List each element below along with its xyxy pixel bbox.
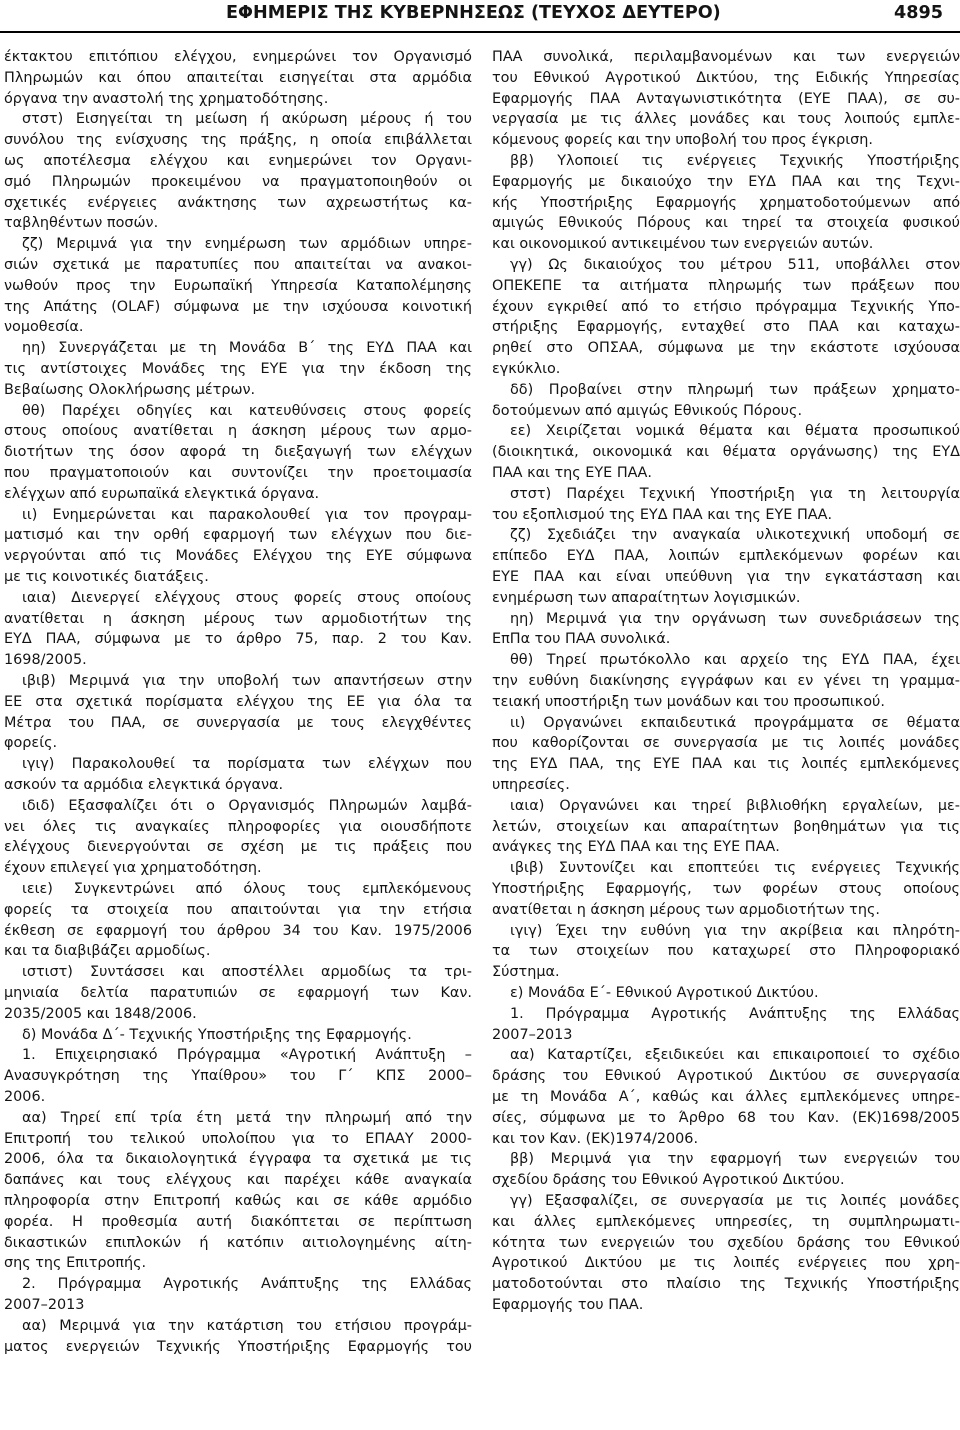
text-line: ε) Μονάδα Ε΄- Εθνικού Αγροτικού Δικτύου.	[510, 985, 819, 1001]
text-line: όργανα την αναστολή της χρηματοδότησης.	[4, 90, 329, 107]
text-line: με τη Μονάδα Α΄, καθώς και άλλες εμπλεκόμενες υπηρε-	[492, 1089, 960, 1105]
text-line: 2006.	[4, 1089, 46, 1105]
text-line: της Απάτης (OLAF) σύμφωνα με την ισχύουσα κοινοτική	[4, 298, 472, 315]
text-line: δδ) Προβαίνει στην πληρωμή των πράξεων χρηματο-	[510, 381, 960, 398]
text-line: φορείς.	[4, 735, 58, 752]
text-line: στστ) Παρέχει Τεχνική Υποστήριξη για τη λειτουργία	[510, 485, 960, 502]
text-line: ΕπΠα του ΠΑΑ συνολικά.	[492, 631, 671, 648]
text-line: Εφαρμογής με δικαιούχο την ΕΥΔ ΠΑΑ και της Τεχνι-	[492, 173, 960, 190]
text-line: σης της Επιτροπής.	[4, 1255, 147, 1272]
text-line: δοτούμενων από αμιγώς Εθνικούς Πόρους.	[492, 402, 803, 419]
text-line: ζζ) Σχεδιάζει την αναγκαία υλικοτεχνική υποδομή σε	[510, 527, 960, 544]
text-line: αα) Μεριμνά για την κατάρτιση του ετήσιου προγράμ-	[22, 1317, 472, 1334]
text-line: λετών, στοιχείων και απαραίτητων βοηθημάτων για τις	[492, 818, 960, 835]
text-line: φορέα. Η προθεσμία αυτή διακόπτεται σε περίπτωση	[4, 1213, 472, 1230]
text-line: Επιτροπή του τελικού υπολοίπου για το ΕΠΑΑΥ 2000-	[4, 1130, 472, 1147]
text-line: σμό Πληρωμών προκειμένου να πραγματοποιηθούν οι	[4, 173, 472, 190]
text-line: δράσης του Εθνικού Αγροτικού Δικτύου σε συνεργασία	[492, 1068, 960, 1085]
text-line: ως αποτέλεσμα ελέγχου και ενημερώνει τον Οργανι-	[4, 153, 472, 169]
text-line: 2. Πρόγραμμα Αγροτικής Ανάπτυξης της Ελλάδας	[22, 1276, 472, 1293]
text-line: ενημέρωση των απαραίτητων λογισμικών.	[492, 589, 801, 606]
text-line: ιβιβ) Συντονίζει και εποπτεύει τις ενέργειες Τεχνικής	[510, 860, 960, 877]
text-line: ιγιγ) Έχει την ευθύνη για την ακρίβεια και πληρότη-	[510, 922, 960, 939]
text-line: στους οποίους ανατίθεται η άσκηση μέρους των αρμο-	[4, 423, 472, 440]
page-number: 4895	[894, 3, 943, 23]
text-line: ΠΑΑ συνολικά, περιλαμβανομένων και των ενεργειών	[492, 49, 960, 65]
text-line: ματισμό και την ορθή εφαρμογή των ελέγχων που διε-	[4, 527, 472, 544]
text-line: και οικονομικού αντικειμένου των ενεργειών αυτών.	[492, 236, 874, 253]
text-line: ιδιδ) Εξασφαλίζει ότι ο Οργανισμός Πληρωμών λαμβά-	[22, 797, 472, 814]
text-line: νει όλες τις αναγκαίες πληροφορίες για οιουσδήποτε	[4, 818, 472, 835]
text-line: στστ) Εισηγείται τη μείωση ή ακύρωση μέρους ή του	[22, 111, 472, 128]
text-line: Βεβαίωσης Ολοκλήρωσης μέτρων.	[4, 381, 256, 398]
text-line: του Εθνικού Αγροτικού Δικτύου, της Ειδικής Υπηρεσίας	[492, 69, 960, 86]
text-line: ΕΥΔ ΠΑΑ, σύμφωνα με το άρθρο 75, παρ. 2 του Καν.	[4, 631, 472, 648]
text-line: ββ) Μεριμνά για την εφαρμογή των ενεργειών του	[510, 1151, 960, 1168]
text-line: ΕΥΕ ΠΑΑ και είναι υπεύθυνη για την εγκατάσταση και	[492, 569, 960, 585]
text-line: ζζ) Μεριμνά για την ενημέρωση των αρμόδιων υπηρε-	[22, 236, 472, 253]
text-line: ηη) Συνεργάζεται με τη Μονάδα Β΄ της ΕΥΔ ΠΑΑ και	[22, 340, 472, 357]
text-line: ταβληθέντων ποσών.	[4, 215, 159, 232]
text-line: μηνιαία δελτία παρατυπιών σε εφαρμογή των Καν.	[4, 985, 472, 1001]
text-line: Σύστημα.	[492, 964, 560, 981]
text-line: νωθούν προς την Ευρωπαϊκή Υπηρεσία Καταπολέμησης	[4, 277, 472, 294]
text-line: ανάγκες της ΕΥΔ ΠΑΑ και της ΕΥΕ ΠΑΑ.	[492, 839, 780, 856]
text-line: τα των στοιχείων που καταχωρεί στο Πληροφοριακό	[492, 943, 960, 960]
text-line: 2006, όλα τα δικαιολογητικά έγγραφα τα σχετικά με τις	[4, 1151, 472, 1168]
text-line: Υποστήριξης Εφαρμογής, των φορέων στους οποίους	[492, 881, 960, 897]
text-line: αα) Τηρεί επί τρία έτη μετά την πληρωμή από την	[22, 1109, 472, 1126]
text-line: αα) Καταρτίζει, εξειδικεύει και επικαιροποιεί το σχέδιο	[510, 1047, 960, 1064]
text-line: που καθορίζονται σε συνεργασία με τις λοιπές μονάδες	[492, 735, 960, 752]
text-line: γγ) Εξασφαλίζει, σε συνεργασία με τις λοιπές μονάδες	[510, 1193, 960, 1209]
text-line: διοτήτων της όσον αφορά τη διεξαγωγή των ελέγχων	[4, 444, 472, 461]
text-line: με τις κοινοτικές διατάξεις.	[4, 569, 209, 585]
text-line: την ευθύνη διακίνησης εγγράφων και εν γένει τη γραμμα-	[492, 673, 960, 689]
text-line: εγκύκλιο.	[492, 361, 561, 377]
text-line: νεργασία με τις άλλες μονάδες και τους λοιπούς εμπλε-	[492, 111, 960, 128]
text-line: και τα διαβιβάζει αρμοδίως.	[4, 943, 211, 960]
text-line: υπηρεσίες.	[492, 777, 570, 793]
text-line: θθ) Τηρεί πρωτόκολλο και αρχείο της ΕΥΔ ΠΑΑ, έχει	[510, 652, 960, 669]
text-line: ελέγχων από ευρωπαϊκά ελεγκτικά όργανα.	[4, 485, 320, 502]
text-line: κότητα των ενεργειών του σχεδίου δράσης του Εθνικού	[492, 1234, 960, 1251]
text-line: γγ) Ως δικαιούχος του μέτρου 511, υποβάλλει στον	[510, 257, 960, 273]
text-line: κόμενους φορείς και την υποβολή του προς έγκριση.	[492, 132, 873, 149]
text-line: δαπάνες και τους ελέγχους και παρέχει κάθε αναγκαία	[4, 1172, 472, 1189]
text-line: τις αντίστοιχες Μονάδες της ΕΥΕ για την έκδοση της	[4, 361, 472, 377]
text-line: ιγιγ) Παρακολουθεί τα πορίσματα των ελέγχων που	[22, 756, 472, 773]
text-line: συνόλου της ενίσχυσης της πράξης, η οποία επιβάλλεται	[4, 132, 472, 149]
text-line: 1. Πρόγραμμα Αγροτικής Ανάπτυξης της Ελλάδας	[510, 1005, 960, 1022]
text-line: σχεδίου δράσης του Εθνικού Αγροτικού Δικτύου.	[492, 1172, 845, 1189]
text-line: και άλλες εμπλεκόμενες υπηρεσίες, τη συμπληρωματι-	[492, 1213, 960, 1230]
text-line: ΟΠΕΚΕΠΕ τα αιτήματα πληρωμής των πράξεων που	[492, 277, 960, 294]
running-header-title: ΕΦΗΜΕΡΙΣ ΤΗΣ ΚΥΒΕΡΝΗΣΕΩΣ (ΤΕΥΧΟΣ ΔΕΥΤΕΡΟ)	[226, 3, 721, 23]
text-line: δ) Μονάδα Δ΄- Τεχνικής Υποστήριξης της Εφαρμογής.	[22, 1026, 412, 1043]
text-line: 2007–2013	[4, 1297, 85, 1313]
text-line: ΠΑΑ και της ΕΥΕ ΠΑΑ.	[492, 465, 652, 481]
text-line: θθ) Παρέχει οδηγίες και κατευθύνσεις στους φορείς	[22, 402, 472, 419]
text-line: ββ) Υλοποιεί τις ενέργειες Τεχνικής Υποστήριξης	[510, 153, 960, 169]
text-line: Αγροτικού Δικτύου με τις λοιπές ενέργειες που χρη-	[492, 1255, 960, 1272]
text-line: 1. Επιχειρησιακό Πρόγραμμα «Αγροτική Ανάπτυξη –	[22, 1047, 472, 1064]
text-line: δικαστικών επιπλοκών ή κατόπιν αιτιολογημένης αίτη-	[4, 1234, 472, 1251]
text-line: της ΕΥΔ ΠΑΑ, της ΕΥΕ ΠΑΑ και τις λοιπές εμπλεκόμενες	[492, 756, 960, 773]
text-line: σχετικές ενέργειες ανάκτησης των αχρεωστήτως κα-	[4, 194, 472, 211]
text-line: Μέτρα του ΠΑΑ, σε συνεργασία με τους ελεγχθέντες	[4, 714, 472, 731]
text-line: νεργούνται από τις Μονάδες Ελέγχου της ΕΥΕ σύμφωνα	[4, 548, 472, 565]
text-line: Πληρωμών και όπου απαιτείται εισηγείται στα αρμόδια	[4, 69, 472, 86]
text-line: Ανασυγκρότηση της Υπαίθρου» του Γ΄ ΚΠΣ 2000–	[4, 1068, 472, 1085]
text-line: στήριξης Εφαρμογής, ενταχθεί στο ΠΑΑ και καταχω-	[492, 319, 960, 336]
text-line: που πραγματοποιούν και συντονίζει την προετοιμασία	[4, 465, 472, 481]
text-line: νομοθεσία.	[4, 319, 84, 336]
text-line: ματος ενεργειών Τεχνικής Υποστήριξης Εφαρμογής του	[4, 1338, 472, 1355]
text-line: ματοδοτούνται στο πλαίσιο της Τεχνικής Υποστήριξης	[492, 1276, 960, 1293]
text-line: έχουν εγκριθεί από το ετήσιο πρόγραμμα Τεχνικής Υπο-	[492, 298, 960, 315]
text-line: ΕΕ στα σχετικά πορίσματα ελέγχου της ΕΕ για όλα τα	[4, 693, 472, 710]
text-line: ανατίθεται η άσκηση μέρους των αρμοδιοτήτων της	[4, 610, 472, 627]
text-line: πληροφορία στην Επιτροπή καθώς και σε κάθε αρμόδιο	[4, 1193, 472, 1209]
text-line: του εξοπλισμού της ΕΥΔ ΠΑΑ και της ΕΥΕ ΠΑΑ.	[492, 506, 833, 523]
text-line: 1698/2005.	[4, 652, 87, 669]
text-line: ηη) Μεριμνά για την οργάνωση των συνεδριάσεων της	[510, 610, 960, 627]
header-rule	[0, 31, 960, 33]
text-line: ιι) Ενημερώνεται και παρακολουθεί για τον προγραμ-	[22, 506, 472, 523]
text-line: αμιγώς Εθνικούς Πόρους και τηρεί τα στοιχεία φυσικού	[492, 215, 960, 232]
text-line: ιβιβ) Μεριμνά για την υποβολή των απαντήσεων στην	[22, 673, 472, 689]
text-line: ιειε) Συγκεντρώνει από όλους τους εμπλεκόμενους	[22, 881, 472, 897]
text-line: σιών σχετικά με παρατυπίες που απαιτείται να ανακοι-	[4, 257, 472, 273]
text-line: ρηθεί στο ΟΠΣΑΑ, σύμφωνα με την εκάστοτε ισχύουσα	[492, 340, 960, 357]
text-line: έκθεση σε εφαρμογή του άρθρου 34 του Καν. 1975/2006	[4, 922, 472, 939]
text-line: ασκούν τα αρμόδια ελεγκτικά όργανα.	[4, 777, 284, 793]
text-line: ιστιστ) Συντάσσει και αποστέλλει αρμοδίως τα τρι-	[22, 964, 472, 981]
text-line: και τον Καν. (ΕΚ)1974/2006.	[492, 1130, 699, 1147]
text-line: κής Υποστήριξης Εφαρμογής χρηματοδοτούμενων από	[492, 194, 960, 211]
text-line: Εφαρμογής του ΠΑΑ.	[492, 1297, 644, 1313]
text-line: ανατίθεται η άσκηση μέρους των αρμοδιοτήτων της.	[492, 901, 880, 918]
text-line: φορείς τα στοιχεία που απαιτούνται για την ετήσια	[4, 901, 472, 918]
text-line: ελέγχους διενεργούνται σε σχέση με τις πράξεις που	[4, 839, 472, 856]
text-line: σίες, σύμφωνα με το Άρθρο 68 του Καν. (ΕΚ)1698/2005	[492, 1109, 960, 1126]
text-line: ιι) Οργανώνει εκπαιδευτικά προγράμματα σε θέματα	[510, 714, 960, 731]
text-line: επίπεδο ΕΥΔ ΠΑΑ, λοιπών εμπλεκόμενων φορέων και	[492, 548, 960, 565]
text-line: 2007–2013	[492, 1026, 573, 1043]
text-line: 2035/2005 και 1848/2006.	[4, 1005, 197, 1022]
text-line: Εφαρμογής ΠΑΑ Ανταγωνιστικότητα (ΕΥΕ ΠΑΑ), σε συ-	[492, 90, 960, 107]
text-line: έχουν επιλεγεί για χρηματοδότηση.	[4, 860, 262, 877]
text-line: (διοικητικά, οικονομικά και θέματα οργάνωσης) της ΕΥΔ	[492, 444, 960, 461]
text-line: ιαια) Διενεργεί ελέγχους στους φορείς στους οποίους	[22, 589, 472, 606]
text-line: ιαια) Οργανώνει και τηρεί βιβλιοθήκη εργαλείων, με-	[510, 797, 960, 814]
text-line: έκτακτου επιτόπιου ελέγχου, ενημερώνει τον Οργανισμό	[4, 49, 472, 65]
text-line: τειακή υποστήριξη των μονάδων και του προσωπικού.	[492, 693, 885, 710]
text-line: εε) Χειρίζεται νομικά θέματα και θέματα προσωπικού	[510, 423, 960, 440]
